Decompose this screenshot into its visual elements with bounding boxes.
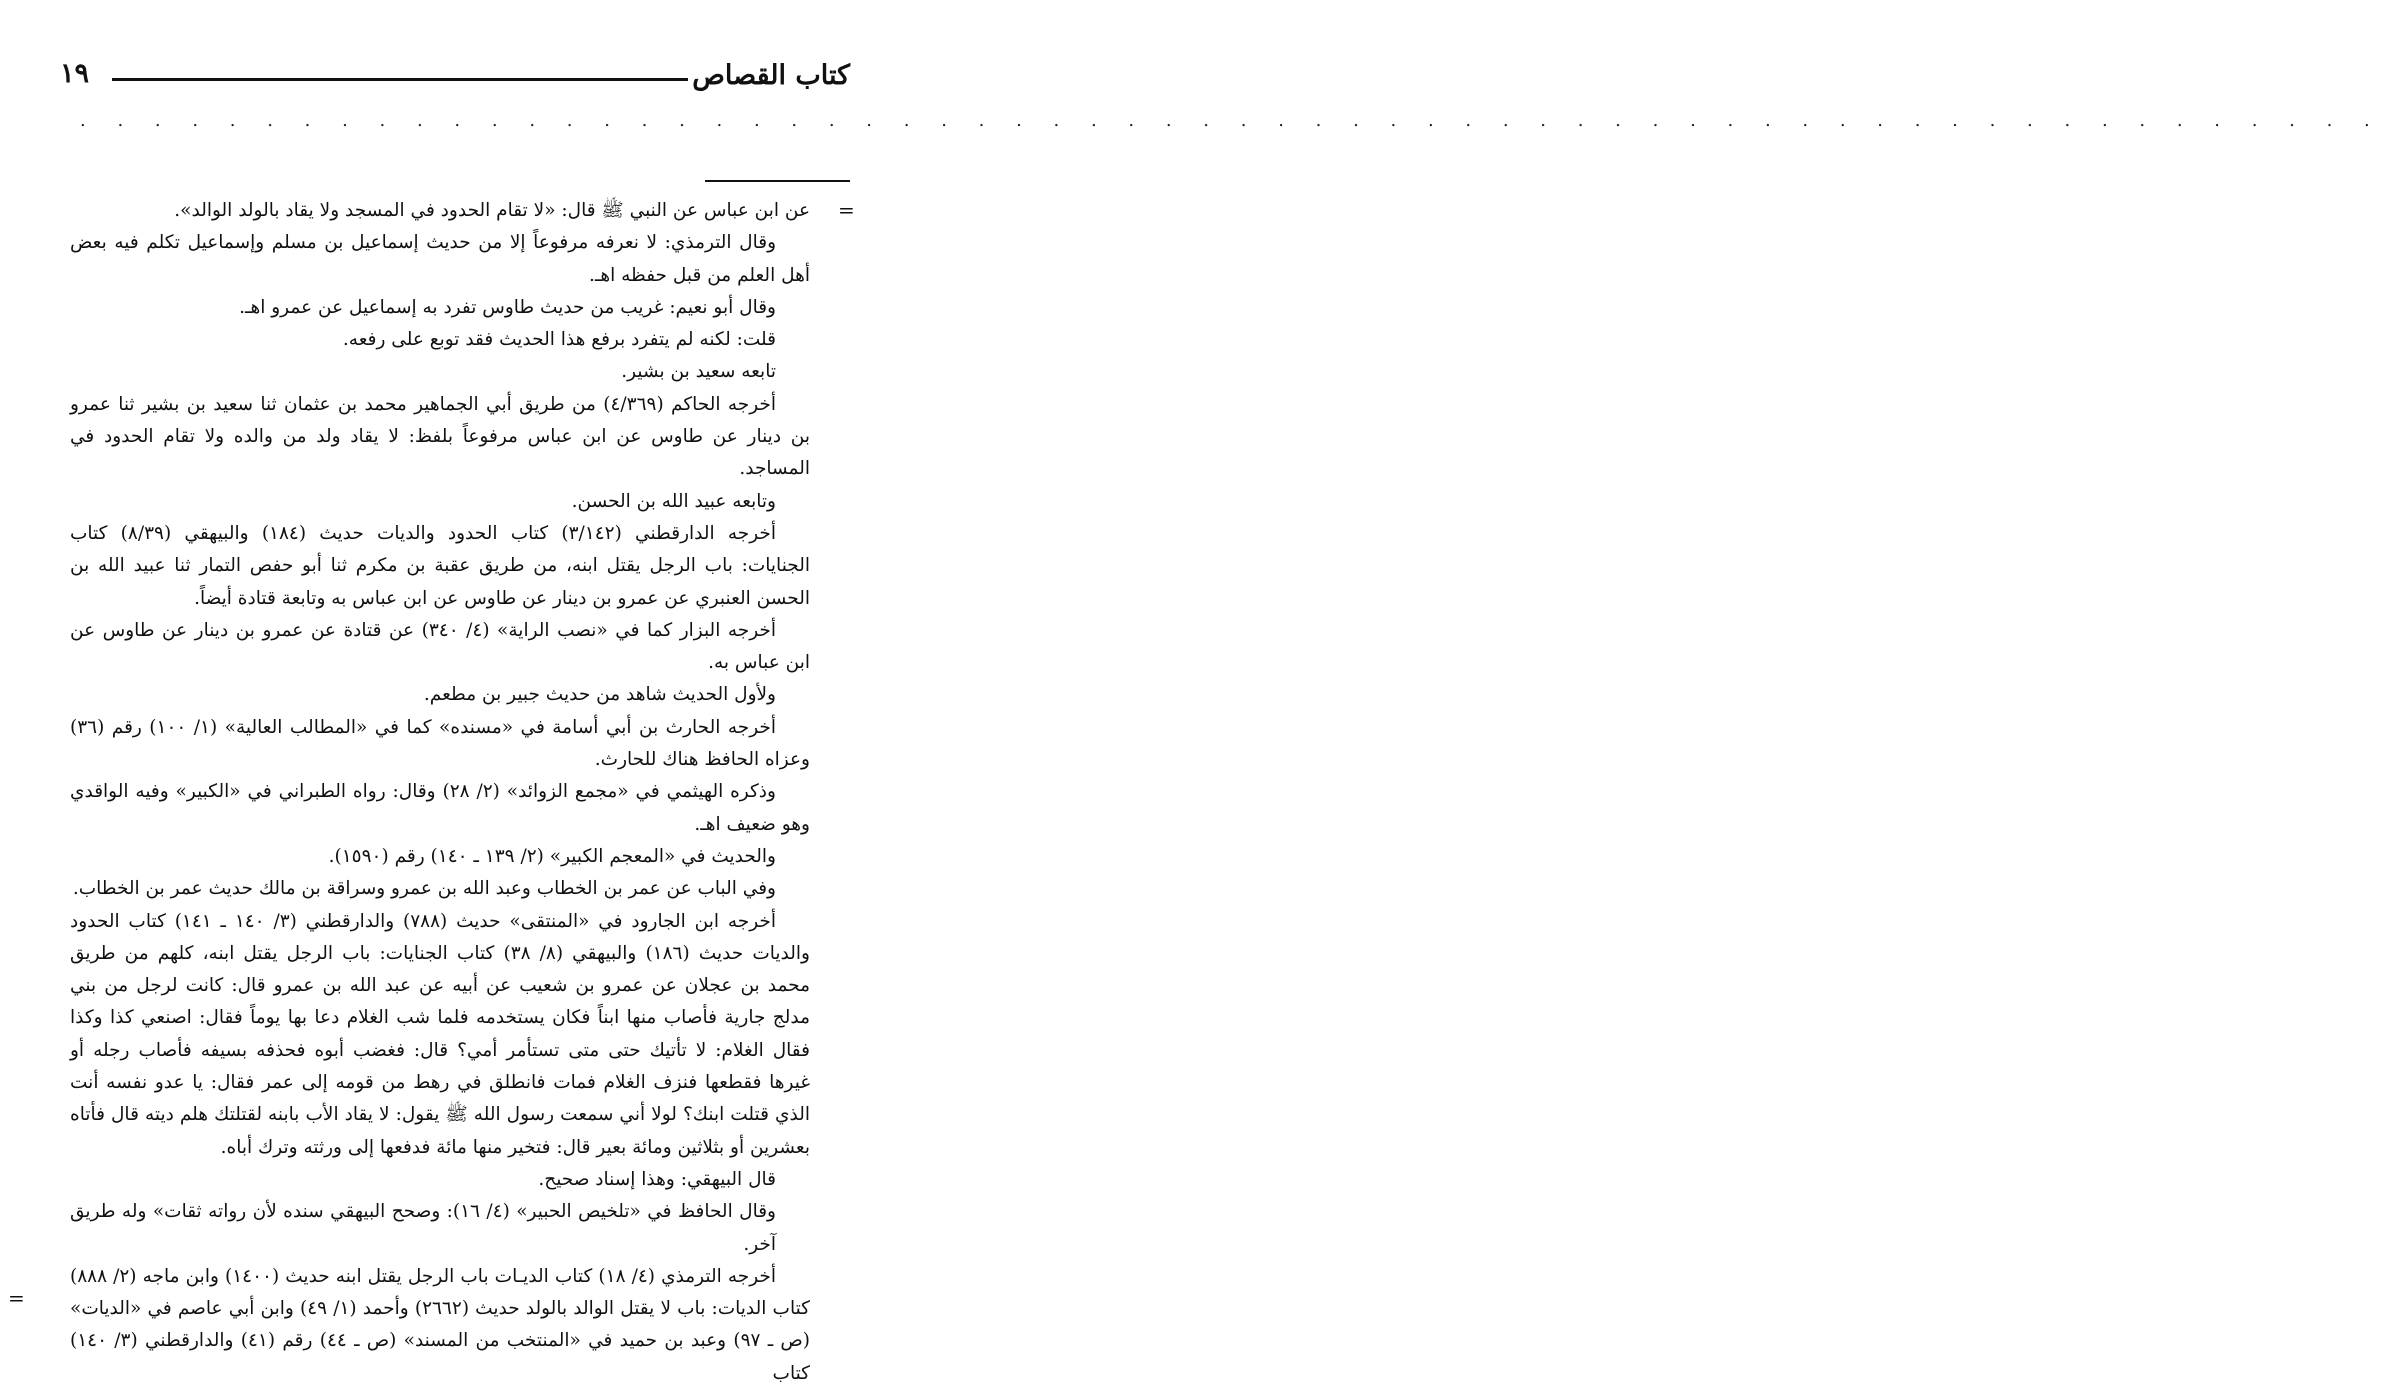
paragraph: عن ابن عباس عن النبي ﷺ قال: «لا تقام الحدود في المسجد ولا يقاد بالولد الوالد». — [174, 200, 810, 221]
footnote-body — [70, 195, 810, 1390]
paragraph: قلت: لكنه لم يتفرد برفع هذا الحديث فقد توبع على رفعه. — [342, 329, 776, 351]
paragraph: تابعه سعيد بن بشير. — [621, 361, 776, 383]
page-number: ١٩ — [60, 58, 90, 89]
paragraph: وذكره الهيثمي في «مجمع الزوائد» (٢/ ٢٨) وقال: رواه الطبراني في «الكبير» وفيه الواقدي وهو ضعيف اهـ. — [70, 781, 810, 835]
paragraph: أخرجه الحارث بن أبي أسامة في «مسنده» كما في «المطالب العالية» (١/ ١٠٠) رقم (٣٦) وعزاه الحافظ هناك للحارث. — [70, 716, 810, 771]
dotted-separator: . . . . . . . . . . . . . . . . . . . . . . . . . . . . . . . . . . . . . . . . . . . . . . . . . . . . . . . . . . . . . . — [80, 110, 2383, 131]
running-header — [60, 52, 850, 102]
paragraph: وفي الباب عن عمر بن الخطاب وعبد الله بن عمرو وسراقة بن مالك حديث عمر بن الخطاب. — [72, 878, 776, 900]
paragraph: أخرجه الحاكم (٤/٣٦٩) من طريق أبي الجماهير محمد بن عثمان ثنا سعيد بن بشير ثنا عمرو بن دينار عن طاوس عن ابن عباس مرفوعاً بلفظ: لا يقاد ولد من والده ولا تقام الحدود في المساجد. — [70, 393, 810, 480]
paragraph: وقال أبو نعيم: غريب من حديث طاوس تفرد به إسماعيل عن عمرو اهـ. — [239, 296, 776, 318]
paragraph: وقال الحافظ في «تلخيص الحبير» (٤/ ١٦): وصحح البيهقي سنده لأن رواته ثقات» وله طريق آخر. — [70, 1201, 776, 1255]
paragraph: أخرجه ابن الجارود في «المنتقى» حديث (٧٨٨) والدارقطني (٣/ ١٤٠ ـ ١٤١) كتاب الحدود والديات حديث (١٨٦) والبيهقي (٨/ ٣٨) كتاب الجنايات: باب الرجل يقتل ابنه، كلهم من طريق محمد بن عجلان عن عمرو بن شعيب عن أبيه عن عبد الله بن عمرو قال: كانت لرجل من بني مدلج جارية فأصاب منها ابناً فكان يستخدمه فلما شب الغلام دعا بها يوماً فقال: اصنعي كذا وكذا فقال الغلام: لا تأتيك حتى متى تستأمر أمي؟ قال: فغضب أبوه فحذفه بسيفه فأصاب رجله أو غيرها فقطعها فنزف الغلام فمات فانطلق في رهط من قومه إلى عمر فقال: يا عدو نفسه أنت الذي قتلت ابنك؟ لولا أني سمعت رسول الله ﷺ يقول: لا يقاد الأب بابنه لقتلتك هلم ديته قال فأتاه بعشرين أو بثلاثين ومائة بعير قال: فتخير منها مائة فدفعها إلى ورثته وترك أباه. — [70, 910, 810, 1158]
paragraph: أخرجه الدارقطني (٣/١٤٢) كتاب الحدود والديات حديث (١٨٤) والبيهقي (٨/٣٩) كتاب الجنايات: باب الرجل يقتل ابنه، من طريق عقبة بن مكرم ثنا أبو حفص التمار ثنا عبيد الله بن الحسن العنبري عن عمرو بن دينار عن طاوس عن ابن عباس به وتابعة قتادة أيضاً. — [70, 522, 810, 609]
paragraph: أخرجه البزار كما في «نصب الراية» (٤/ ٣٤٠) عن قتادة عن عمرو بن دينار عن طاوس عن ابن عباس به. — [70, 619, 810, 674]
paragraph: قال البيهقي: وهذا إسناد صحيح. — [538, 1168, 776, 1190]
paragraph: ولأول الحديث شاهد من حديث جبير بن مطعم. — [423, 684, 776, 706]
paragraph: وقال الترمذي: لا نعرفه مرفوعاً إلا من حديث إسماعيل بن مسلم وإسماعيل تكلم فيه بعض أهل العلم من قبل حفظه اهـ. — [70, 232, 810, 286]
continuation-mark-bottom: = — [8, 1286, 25, 1310]
paragraph: أخرجه الترمذي (٤/ ١٨) كتاب الديـات باب الرجل يقتل ابنه حديث (١٤٠٠) وابن ماجه (٢/ ٨٨٨) كتاب الديات: باب لا يقتل الوالد بالولد حديث (٢٦٦٢) وأحمد (١/ ٤٩) وابن أبي عاصم في «الديات» (ص ـ ٩٧) وعبد بن حميد في «المنتخب من المسند» (ص ـ ٤٤) رقم (٤١) والدارقطني (٣/ ١٤٠) كتاب — [70, 1265, 810, 1384]
chapter-title: كتاب القصاص — [692, 60, 850, 91]
continuation-mark-top: = — [838, 198, 855, 222]
paragraph: والحديث في «المعجم الكبير» (٢/ ١٣٩ ـ ١٤٠) رقم (١٥٩٠). — [328, 845, 776, 867]
header-rule — [112, 78, 688, 81]
paragraph: وتابعه عبيد الله بن الحسن. — [571, 490, 776, 512]
footnote-rule — [705, 180, 850, 182]
